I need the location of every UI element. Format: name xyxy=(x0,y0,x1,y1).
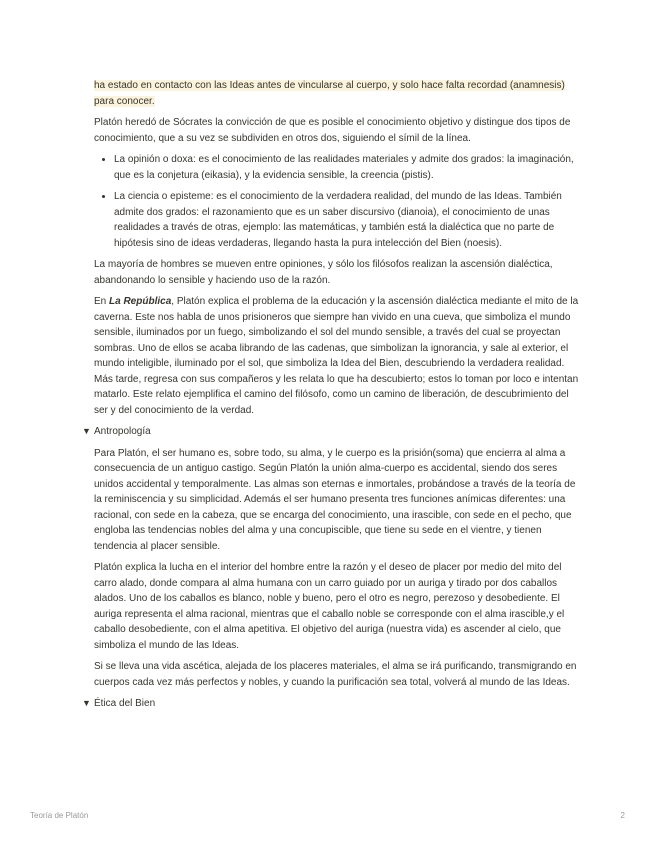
page-number: 2 xyxy=(620,811,625,820)
toggle-arrow-icon[interactable]: ▼ xyxy=(82,426,91,436)
knowledge-list xyxy=(94,152,584,251)
mayoria-paragraph: La mayoría de hombres se mueven entre opiniones, y sólo los filósofos realizan la ascensión dialéctica, abandonando lo sensible y haciendo uso de la razón. xyxy=(94,259,553,286)
antropologia-paragraph-1: Para Platón, el ser humano es, sobre todo, su alma, y le cuerpo es la prisión(soma) que encierra al alma a consecuencia de un antiguo castigo. Según Platón la unión alma-cuerpo es accidental, siendo dos seres unidos accidental y temporalmente. Las almas son eternas e inmortales, probándose a través de la teoría de la reminiscencia y su simplicidad. Además el ser humano presenta tres funciones anímicas diferentes: una racional, con sede en la cabeza, que se encarga del conocimiento, una irascible, con sede en el pecho, que engloba las tendencias nobles del alma y una concupiscible, que tiene su sede en el vientre, y tienen tendencia al placer sensible. xyxy=(94,447,576,552)
document-body xyxy=(82,78,584,718)
list-item-doxa: • La opinión o doxa: es el conocimiento de las realidades materiales y admite dos grados: la imaginación, que es la conjetura (eikasia), y la evidencia sensible, la creencia (pistis). xyxy=(114,152,584,183)
antropologia-paragraph-2: Platón explica la lucha en el interior del hombre entre la razón y el deseo de placer por medio del mito del carro alado, donde compara al alma humana con un carro guiado por un auriga y tirado por dos caballos alados. Uno de los caballos es blanco, noble y bueno, pero el otro es negro, perezoso y desobediente. El auriga representa el alma racional, mientras que el caballo noble se corresponde con el alma irascible,y el caballo desobediente, con el alma apetitiva. El objetivo del auriga (nuestra vida) es ascender al cielo, que simboliza el mundo de las Ideas. xyxy=(94,562,565,651)
toggle-arrow-icon[interactable]: ▼ xyxy=(82,698,91,708)
republica-title: La República xyxy=(109,296,172,307)
antropologia-paragraph-3: Si se lleva una vida ascética, alejada de los placeres materiales, el alma se irá purificando, transmigrando en cuerpos cada vez más perfectos y nobles, y cuando la purificación sea total, volverá al mundo de las Ideas. xyxy=(94,661,577,688)
republica-paragraph xyxy=(94,294,584,418)
list-item-episteme: • La ciencia o episteme: es el conocimiento de la verdadera realidad, del mundo de las Ideas. También admite dos grados: el razonamiento que es un saber discursivo (dianoia), el conocimiento de unas realidades a través de otras, ejemplo: las matemáticas, y también está la dialéctica que no parte de hipótesis sino de ideas verdaderas, llegando hasta la pura intelección del Bien (noesis). xyxy=(114,189,584,251)
socrates-paragraph: Platón heredó de Sócrates la convicción de que es posible el conocimiento objetivo y distingue dos tipos de conocimiento, que a su vez se subdividen en otros dos, siguiendo el símil de la línea. xyxy=(94,117,571,144)
toggle-label-antropologia: Antropología xyxy=(94,426,151,437)
toggle-antropologia[interactable] xyxy=(82,424,584,440)
republica-text: , Platón explica el problema de la educación y la ascensión dialéctica mediante el mito de la caverna. Este nos habla de unos prisioneros que siempre han vivido en una cueva, que simboliza el mundo sensible, iluminados por un fuego, simbolizando el sol del mundo sensible, a través del cual se proyectan sombras. Uno de ellos se acaba librando de las cadenas, que simbolizan la ignorancia, y sale al exterior, el mundo inteligible, iluminado por el sol, que simboliza la Idea del Bien, descubriendo la verdadera realidad. Más tarde, regresa con sus compañeros y les relata lo que ha descubierto; estos lo toman por loco e intentan matarlo. Este relato ejemplifica el camino del filósofo, como un camino de liberación, de descubrimiento del ser y del conocimiento de la verdad. xyxy=(94,296,579,416)
republica-prefix: En xyxy=(94,296,110,307)
toggle-etica[interactable] xyxy=(82,696,584,712)
antropologia-content xyxy=(94,446,584,691)
highlighted-text: ha estado en contacto con las Ideas antes de vincularse al cuerpo, y solo hace falta recordad (anamnesis) para conocer. xyxy=(94,80,565,107)
toggle-label-etica: Ética del Bien xyxy=(94,698,156,709)
intro-paragraph xyxy=(94,78,584,109)
footer-title: Teoría de Platón xyxy=(30,811,89,820)
